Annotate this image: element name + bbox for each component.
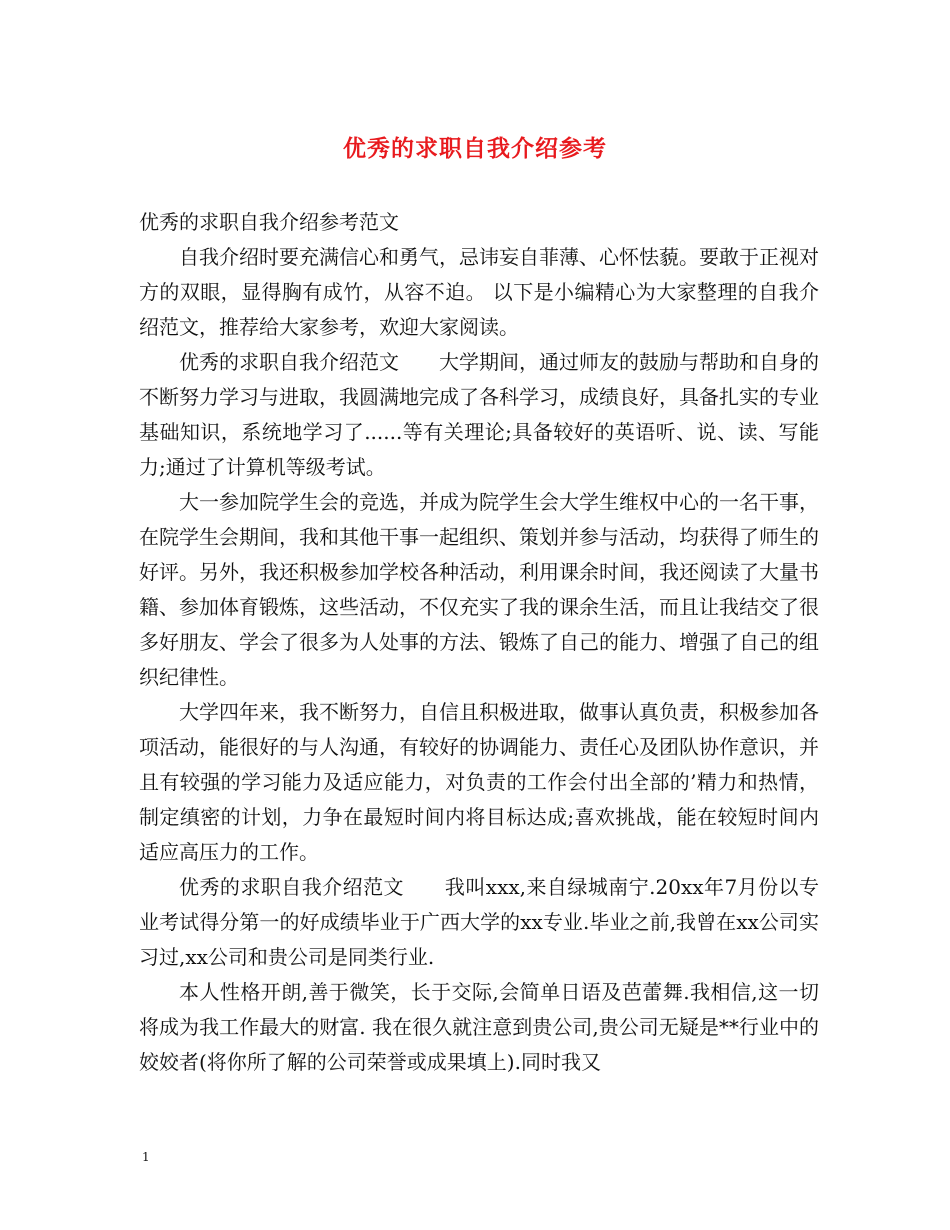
page-number: 1: [142, 1150, 150, 1164]
paragraph-intro: 自我介绍时要充满信心和勇气，忌讳妄自菲薄、心怀怯藐。要敢于正视对方的双眼，显得胸有成竹，从容不迫。 以下是小编精心为大家整理的自我介绍范文，推荐给大家参考，欢迎大家阅读。: [139, 245, 819, 339]
document-subtitle: 优秀的求职自我介绍参考范文: [139, 210, 399, 234]
document-title: 优秀的求职自我介绍参考: [343, 135, 607, 162]
paragraph-four-years: 大学四年来，我不断努力，自信且积极进取，做事认真负责，积极参加各项活动，能很好的与人沟通，有较好的协调能力、责任心及团队协作意识，并且有较强的学习能力及适应能力，对负责的工作会付出全部的’精力和热情，制定缜密的计划，力争在最短时间内将目标达成;喜欢挑战，能在较短时间内适应高压力的工作。: [139, 700, 819, 864]
paragraph-personal-background: 优秀的求职自我介绍范文 我叫xxx,来自绿城南宁.20xx年7月份以专业考试得分第一的好成绩毕业于广西大学的xx专业.毕业之前,我曾在xx公司实习过,xx公司和贵公司是同类行业.: [139, 875, 819, 969]
paragraph-student-union: 大一参加院学生会的竞选，并成为院学生会大学生维权中心的一名干事，在院学生会期间，我和其他干事一起组织、策划并参与活动，均获得了师生的好评。另外，我还积极参加学校各种活动，利用课余时间，我还阅读了大量书籍、参加体育锻炼，这些活动，不仅充实了我的课余生活，而且让我结交了很多好朋友、学会了很多为人处事的方法、锻炼了自己的能力、增强了自己的组织纪律性。: [139, 490, 819, 689]
document-body: [139, 205, 819, 1080]
paragraph-personality: 本人性格开朗,善于微笑，长于交际,会简单日语及芭蕾舞.我相信,这一切将成为我工作最大的财富. 我在很久就注意到贵公司,贵公司无疑是**行业中的姣姣者(将你所了解的公司荣誉或成果填上).同时我又: [139, 980, 819, 1074]
paragraph-university-study: 优秀的求职自我介绍范文 大学期间，通过师友的鼓励与帮助和自身的不断努力学习与进取，我圆满地完成了各科学习，成绩良好，具备扎实的专业基础知识，系统地学习了......等有关理论;具备较好的英语听、说、读、写能力;通过了计算机等级考试。: [139, 350, 819, 479]
